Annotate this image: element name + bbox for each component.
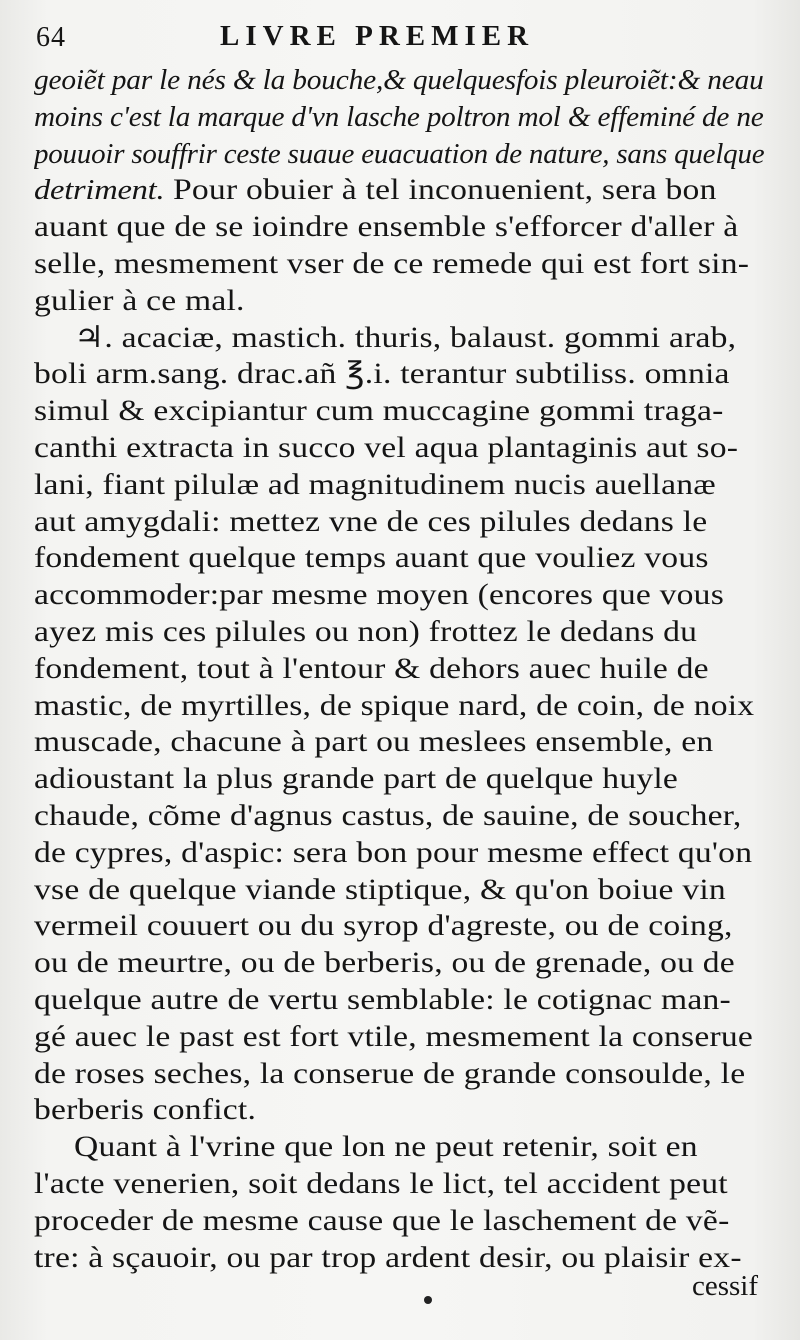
line-text: selle, mesmement vser de ce remede qui est fort sin- <box>34 246 750 280</box>
text-line <box>34 467 764 504</box>
roman-segment: Pour obuier à tel inconuenient, sera bon <box>164 173 717 207</box>
line-text: gé auec le past est fort vtile, mesmement la conserue <box>34 1019 754 1053</box>
line-text: boli arm.sang. drac.añ ℥.i. terantur subtiliss. omnia <box>34 357 730 391</box>
text-line <box>34 320 764 357</box>
text-block <box>34 62 764 1276</box>
text-line <box>34 540 764 577</box>
text-line <box>34 246 764 283</box>
line-text: proceder de mesme cause que le laschement de vẽ- <box>34 1203 730 1237</box>
line-text: muscade, chacune à part ou meslees ensemble, en <box>34 725 714 759</box>
line-text: berberis confict. <box>34 1093 257 1127</box>
line-text: tre: à sçauoir, ou par trop ardent desir, ou plaisir ex- <box>34 1240 742 1274</box>
line-text: adioustant la plus grande part de quelque huyle <box>34 762 679 796</box>
text-line <box>34 835 764 872</box>
text-line <box>34 99 764 136</box>
line-text: aut amygdali: mettez vne de ces pilules dedans le <box>34 504 708 538</box>
line-text: pouuoir souffrir ceste suaue euacuation de nature, sans quelque <box>34 137 764 170</box>
line-text: geoiẽt par le nés & la bouche,& quelquesfois pleuroiẽt:& neau <box>34 64 764 96</box>
page-number: 64 <box>36 22 66 53</box>
text-line <box>34 1240 764 1277</box>
running-head <box>36 20 764 56</box>
text-line <box>34 651 764 688</box>
line-text: Quant à l'vrine que lon ne peut retenir, soit en <box>74 1130 698 1164</box>
text-line <box>34 614 764 651</box>
text-line <box>34 761 764 798</box>
text-line <box>34 430 764 467</box>
line-text: chaude, cõme d'agnus castus, de sauine, de soucher, <box>34 798 742 832</box>
line-text: moins c'est la marque d'vn lasche poltron mol & effeminé de ne <box>34 100 764 133</box>
text-line <box>34 356 764 393</box>
line-text: ou de meurtre, ou de berberis, ou de grenade, ou de <box>34 946 735 980</box>
text-line <box>34 724 764 761</box>
text-line <box>34 1056 764 1093</box>
line-text: gulier à ce mal. <box>34 283 245 317</box>
text-line <box>34 209 764 246</box>
text-line <box>34 1019 764 1056</box>
text-line <box>34 982 764 1019</box>
line-text: vse de quelque viande stiptique, & qu'on boiue vin <box>34 872 726 906</box>
text-line <box>34 62 764 99</box>
text-line <box>34 393 764 430</box>
running-title: LIVRE PREMIER <box>220 20 535 52</box>
text-line <box>34 172 764 209</box>
line-text: quelque autre de vertu semblable: le cotignac man- <box>34 982 731 1016</box>
text-line <box>34 136 764 173</box>
line-text: fondement, tout à l'entour & dehors auec huile de <box>34 651 709 685</box>
text-line <box>34 908 764 945</box>
line-text: vermeil couuert ou du syrop d'agreste, ou de coing, <box>34 909 733 943</box>
text-line <box>34 283 764 320</box>
line-text: lani, fiant pilulæ ad magnitudinem nucis auellanæ <box>34 467 716 501</box>
text-line <box>34 1129 764 1166</box>
text-line <box>34 1203 764 1240</box>
line-text: fondement quelque temps auant que vouliez vous <box>34 541 709 575</box>
text-line <box>34 872 764 909</box>
line-text: auant que de se ioindre ensemble s'efforcer d'aller à <box>34 210 739 244</box>
ink-dot <box>424 1296 432 1304</box>
line-text: l'acte venerien, soit dedans le lict, tel accident peut <box>34 1166 728 1200</box>
text-line <box>34 504 764 541</box>
text-line <box>34 1092 764 1129</box>
line-text: accommoder:par mesme moyen (encores que vous <box>34 578 725 612</box>
text-line <box>34 798 764 835</box>
line-text: simul & excipiantur cum muccagine gommi traga- <box>34 394 724 428</box>
text-line <box>34 945 764 982</box>
catchword: cessif <box>691 1270 758 1302</box>
italic-segment: detriment. <box>34 174 165 207</box>
line-text: mastic, de myrtilles, de spique nard, de coin, de noix <box>34 688 755 722</box>
line-text: de roses seches, la conserue de grande consoulde, le <box>34 1056 746 1090</box>
text-line <box>34 688 764 725</box>
line-text: de cypres, d'aspic: sera bon pour mesme effect qu'on <box>34 835 753 869</box>
line-text: canthi extracta in succo vel aqua plantaginis aut so- <box>34 430 739 464</box>
line-text: ♃. acaciæ, mastich. thuris, balaust. gommi arab, <box>74 320 737 354</box>
line-text: ayez mis ces pilules ou non) frottez le dedans du <box>34 614 698 648</box>
text-line <box>34 1166 764 1203</box>
text-line <box>34 577 764 614</box>
